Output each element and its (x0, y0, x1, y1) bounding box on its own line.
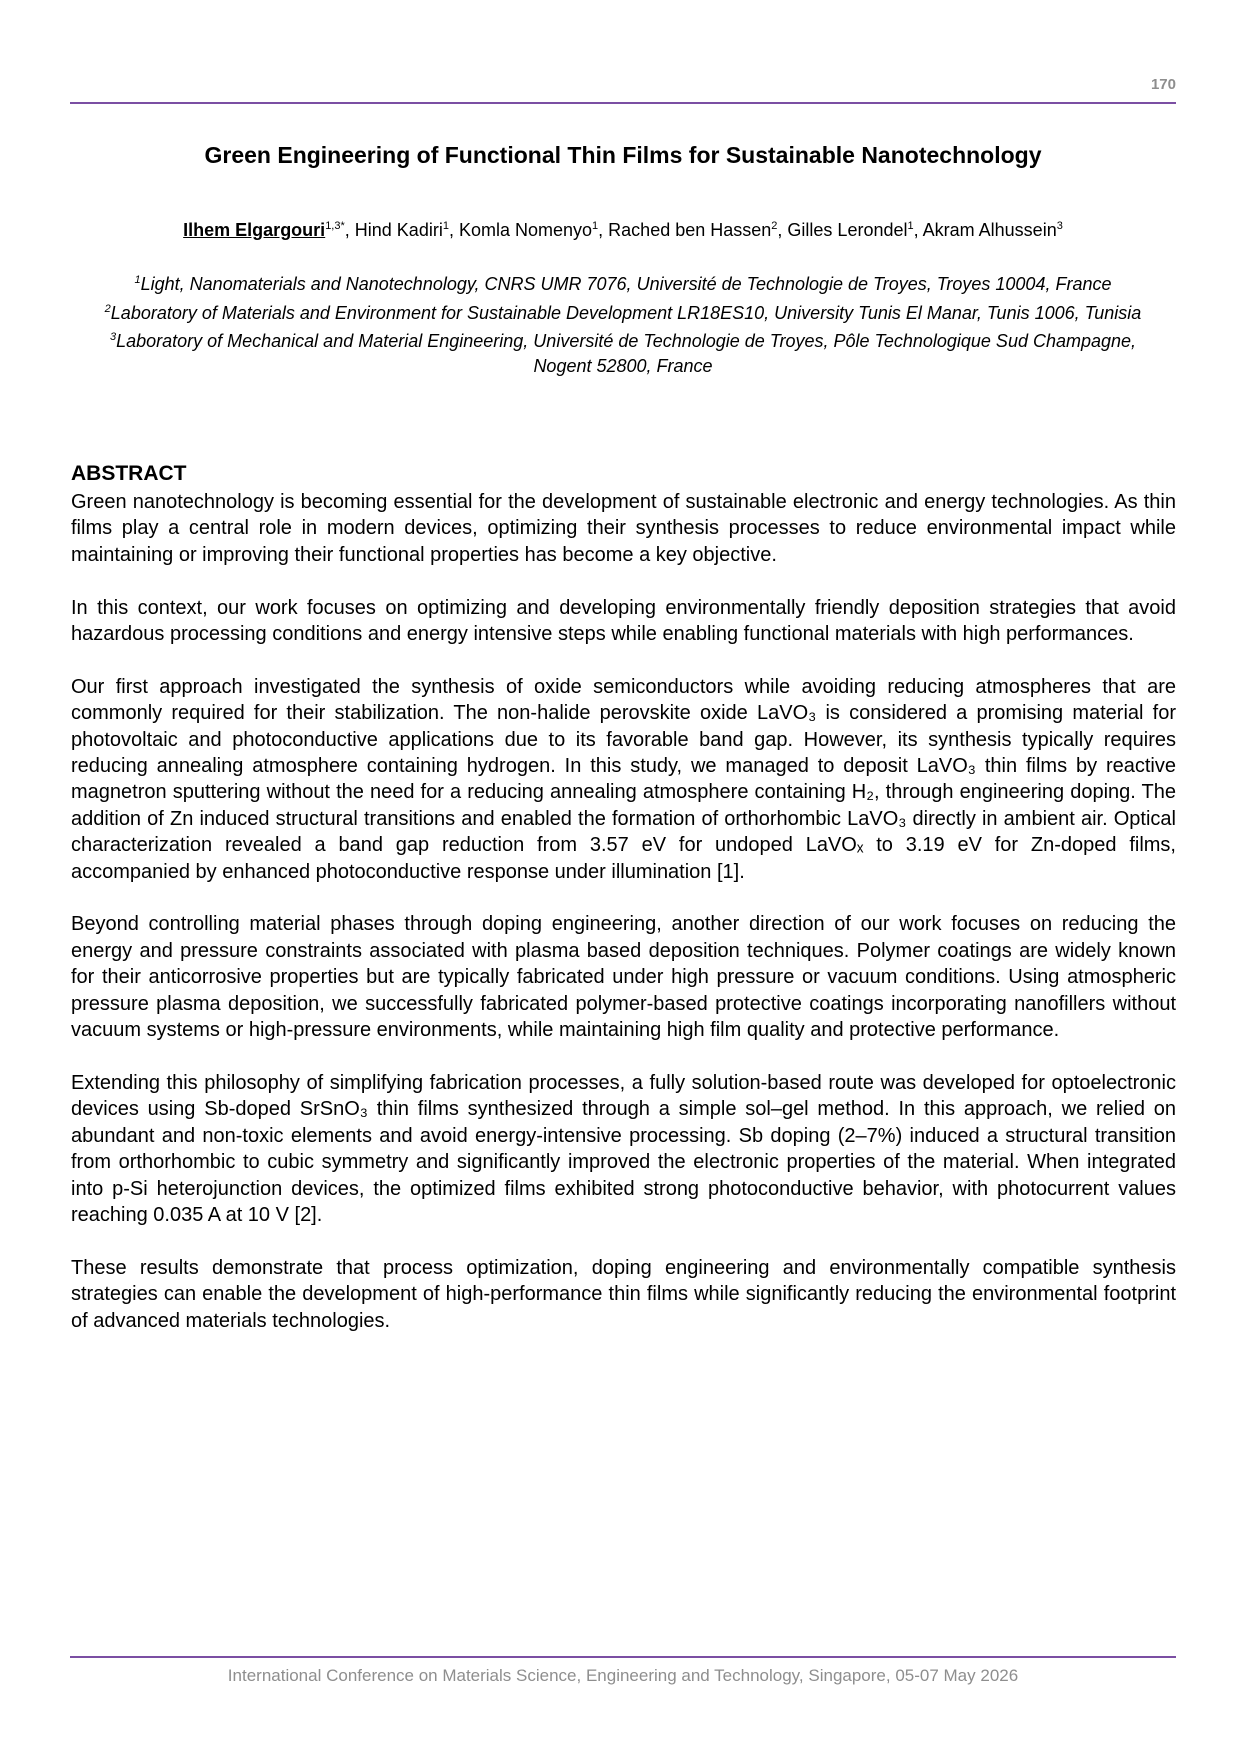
affiliation (80, 325, 1166, 378)
author-name: Komla Nomenyo (458, 220, 593, 240)
footer-divider (70, 1656, 1176, 1658)
conference-footer: International Conference on Materials Science, Engineering and Technology, Singapore, 05-07 May 2026 (227, 1666, 1019, 1685)
affiliation-text: Laboratory of Materials and Environment for Sustainable Development LR18ES10, University Tunis El Manar, Tunis 1006, Tunisia (110, 302, 1142, 323)
author-name: Ilhem Elgargouri (183, 220, 326, 240)
paper-title: Green Engineering of Functional Thin Films for Sustainable Nanotechnology (204, 142, 1042, 168)
abstract-paragraph: Beyond controlling material phases through doping engineering, another direction of our work focuses on reducing the energy and pressure constraints associated with plasma based deposition techniques. Polymer coatings are widely known for their anticorrosive properties but are typically fabricated under high pressure or vacuum conditions. Using atmospheric pressure plasma deposition, we successfully fabricated polymer-based protective coatings incorporating nanofillers without vacuum systems or high-pressure environments, while maintaining high film quality and protective performance. (71, 913, 1176, 1042)
affiliation-text: Laboratory of Mechanical and Material Engineering, Université de Technologie de Troyes, Pôle Technologique Sud Champagne, Nogent 52800, France (116, 331, 1137, 376)
abstract-paragraph: Our first approach investigated the synthesis of oxide semiconductors while avoiding reducing atmospheres that are commonly required for their stabilization. The non-halide perovskite oxide LaVO₃ is considered a promising material for photovoltaic and photoconductive applications due to its favorable band gap. However, its synthesis typically requires reducing annealing atmosphere containing hydrogen. In this study, we managed to deposit LaVO₃ thin films by reactive magnetron sputtering without the need for a reducing annealing atmosphere containing H₂, through engineering doping. The addition of Zn induced structural transitions and enabled the formation of orthorhombic LaVO₃ directly in ambient air. Optical characterization revealed a band gap reduction from 3.57 eV for undoped LaVOₓ to 3.19 eV for Zn-doped films, accompanied by enhanced photoconductive response under illumination [1]. (71, 675, 1176, 883)
author-affiliation-mark: 1 (907, 220, 914, 232)
abstract-paragraph: In this context, our work focuses on optimizing and developing environmentally friendly deposition strategies that avoid hazardous processing conditions and energy intensive steps while enabling functional materials with high performances. (71, 596, 1176, 646)
author-affiliation-mark: 1,3* (325, 220, 345, 232)
author-name: Akram Alhussein (922, 220, 1057, 240)
author-affiliation-mark: 3 (1056, 220, 1063, 232)
abstract-paragraph: Extending this philosophy of simplifying fabrication processes, a fully solution-based route was developed for optoelectronic devices using Sb-doped SrSnO₃ thin films synthesized through a simple sol–gel method. In this approach, we relied on abundant and non-toxic elements and avoid energy-intensive processing. Sb doping (2–7%) induced a structural transition from orthorhombic to cubic symmetry and significantly improved the electronic properties of the material. When integrated into p-Si heterojunction devices, the optimized films exhibited strong photoconductive behavior, with photocurrent values reaching 0.035 A at 10 V [2]. (71, 1071, 1176, 1226)
author-name: Rached ben Hassen (608, 220, 772, 240)
abstract-heading: ABSTRACT (71, 462, 187, 485)
author-affiliation-mark: 2 (771, 220, 778, 232)
affiliation-number: 2 (104, 302, 111, 315)
abstract-body (71, 489, 1176, 1360)
author-list: Ilhem Elgargouri$^{1,3*}$, Hind Kadiri$^1$, Komla Nomenyo$^1$, Rached ben Hassen$^2$, Gilles Lerondel$^1$, Akram Alhussein$^3$ (183, 220, 1063, 240)
affiliation-text: Light, Nanomaterials and Nanotechnology, CNRS UMR 7076, Université de Technologie de Troyes, Troyes 10004, France (140, 274, 1112, 294)
affiliation-list (80, 268, 1166, 378)
author-affiliation-mark: 1 (442, 220, 449, 232)
abstract-paragraph: These results demonstrate that process optimization, doping engineering and environmentally compatible synthesis strategies can enable the development of high-performance thin films while significantly reducing the environmental footprint of advanced materials technologies. (71, 1256, 1176, 1332)
affiliation (80, 268, 1166, 297)
affiliation (80, 297, 1166, 326)
author-affiliation-mark: 1 (592, 220, 599, 232)
affiliation-number: 3 (109, 331, 117, 343)
abstract-paragraph: Green nanotechnology is becoming essential for the development of sustainable electronic and energy technologies. As thin films play a central role in modern devices, optimizing their synthesis processes to reduce environmental impact while maintaining or improving their functional properties has become a key objective. (71, 491, 1176, 566)
header-divider (70, 102, 1176, 104)
author-name: Hind Kadiri (354, 220, 443, 240)
page-number: 170 (1150, 76, 1176, 93)
author-name: Gilles Lerondel (787, 220, 908, 240)
affiliation-number: 1 (134, 274, 141, 286)
